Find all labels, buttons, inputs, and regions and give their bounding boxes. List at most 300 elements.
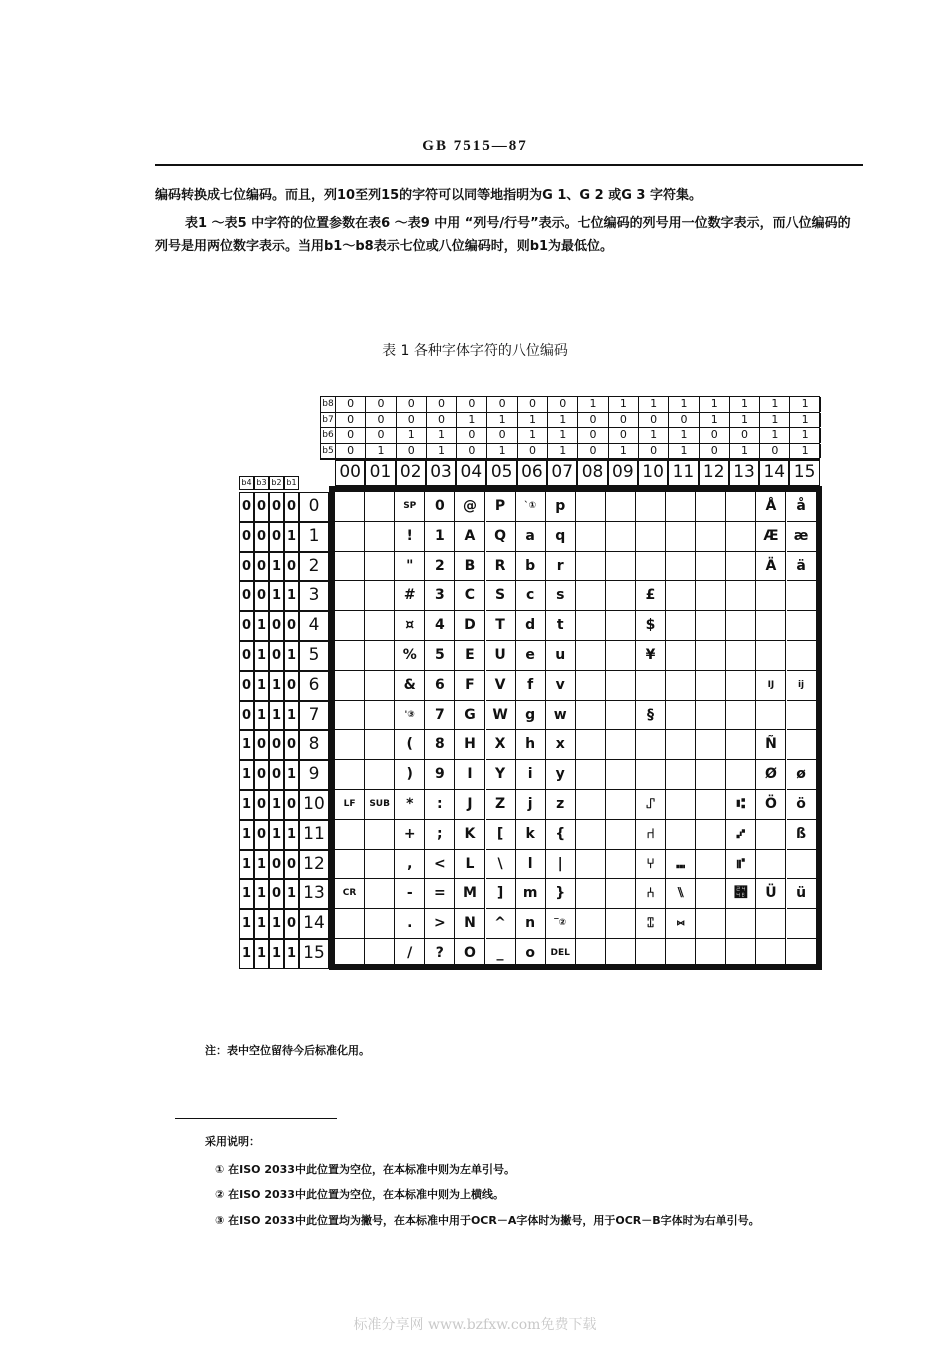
row-bit: 0: [254, 552, 269, 582]
footnote-2: ② 在ISO 2033中此位置为空位，在本标准中则为上横线。: [215, 1188, 504, 1201]
char-cell: [726, 552, 756, 582]
bit-label: b7: [321, 413, 336, 428]
char-cell: [365, 939, 395, 969]
row-header: [239, 522, 329, 552]
char-cell: W: [486, 701, 516, 731]
row-number: 1: [299, 522, 329, 552]
row-number: 2: [299, 552, 329, 582]
char-cell: [576, 939, 606, 969]
char-cell: i: [516, 760, 546, 790]
char-cell: [666, 939, 696, 969]
char-cell: [787, 611, 817, 641]
char-cell: [696, 760, 726, 790]
char-cell: [606, 820, 636, 850]
row-bit: 1: [239, 850, 254, 880]
char-cell: ij: [787, 671, 817, 701]
char-cell: [576, 790, 606, 820]
row-bit: 1: [269, 701, 284, 731]
char-cell: [696, 611, 726, 641]
char-cell: [606, 730, 636, 760]
char-cell: f: [516, 671, 546, 701]
char-cell: [365, 730, 395, 760]
bit-cell: 1: [791, 444, 821, 459]
row-header: [239, 939, 329, 969]
char-cell: [696, 522, 726, 552]
char-cell: [365, 492, 395, 522]
row-number: 3: [299, 581, 329, 611]
char-cell: b: [516, 552, 546, 582]
char-cell: 5: [425, 641, 455, 671]
row-bit-label: b2: [269, 476, 284, 490]
bit-cell: 0: [578, 444, 608, 459]
char-cell: [335, 552, 365, 582]
bit-cell: 0: [397, 397, 427, 412]
row-bit: 0: [239, 492, 254, 522]
footnote-rule: [175, 1118, 337, 1119]
char-cell: ß: [787, 820, 817, 850]
char-cell: H: [455, 730, 485, 760]
char-cell: [696, 909, 726, 939]
row-bit: 1: [284, 939, 299, 969]
char-cell: [726, 492, 756, 522]
char-cell: @: [455, 492, 485, 522]
row-bit: 1: [269, 790, 284, 820]
char-cell: J: [455, 790, 485, 820]
bit-row: [321, 428, 819, 444]
char-cell: [666, 581, 696, 611]
char-cell: [576, 850, 606, 880]
char-cell: 7: [425, 701, 455, 731]
char-cell: 2: [425, 552, 455, 582]
char-cell: C: [455, 581, 485, 611]
row-header: [239, 641, 329, 671]
char-cell: [696, 552, 726, 582]
bit-cell: 1: [760, 428, 790, 443]
bit-cell: 0: [457, 397, 487, 412]
char-cell: [606, 552, 636, 582]
char-cell: 4: [425, 611, 455, 641]
char-cell: q: [546, 522, 576, 552]
bit-cell: 0: [397, 444, 427, 459]
row-bit: 1: [269, 939, 284, 969]
char-cell: [696, 820, 726, 850]
char-cell: [756, 611, 786, 641]
bit-cell: 0: [336, 397, 366, 412]
column-number: 13: [729, 460, 759, 486]
char-cell: [726, 701, 756, 731]
char-cell: [666, 790, 696, 820]
char-cell: [696, 671, 726, 701]
row-bit: 0: [269, 611, 284, 641]
char-cell: [726, 730, 756, 760]
footnote-title: 采用说明：: [205, 1135, 260, 1148]
char-cell: [696, 730, 726, 760]
char-cell: [576, 492, 606, 522]
bit-cell: 1: [488, 444, 518, 459]
row-bit: 1: [284, 879, 299, 909]
bit-cell: 0: [639, 444, 669, 459]
row-bit-labels: [239, 476, 299, 490]
column-number: 14: [759, 460, 789, 486]
char-cell: 1: [425, 522, 455, 552]
row-bit: 0: [254, 790, 269, 820]
char-cell: [606, 641, 636, 671]
char-cell: [636, 492, 666, 522]
char-cell: c: [516, 581, 546, 611]
char-cell: g: [516, 701, 546, 731]
row-number: 13: [299, 879, 329, 909]
row-bit: 1: [239, 790, 254, 820]
char-cell: y: [546, 760, 576, 790]
bit-cell: 1: [669, 397, 699, 412]
char-cell: 0: [425, 492, 455, 522]
column-number: 02: [396, 460, 426, 486]
row-bit: 0: [284, 552, 299, 582]
bit-cell: 1: [791, 428, 821, 443]
char-cell: r: [546, 552, 576, 582]
char-cell: ¥: [636, 641, 666, 671]
char-cell: [787, 701, 817, 731]
row-bit: 0: [269, 492, 284, 522]
char-cell: :: [425, 790, 455, 820]
char-cell: å: [787, 492, 817, 522]
char-cell: LF: [335, 790, 365, 820]
char-cell: [787, 939, 817, 969]
char-cell: x: [546, 730, 576, 760]
char-cell: [576, 730, 606, 760]
bit-cell: 1: [669, 428, 699, 443]
char-cell: [756, 850, 786, 880]
watermark: 标准分享网 www.bzfxw.com免费下载: [353, 1317, 597, 1333]
row-bit: 0: [269, 522, 284, 552]
bit-cell: 0: [427, 413, 457, 428]
bit-cell: 1: [730, 444, 760, 459]
char-cell: [636, 939, 666, 969]
bit-cell: 1: [609, 444, 639, 459]
row-number: 14: [299, 909, 329, 939]
bit-cell: 0: [700, 428, 730, 443]
bit-cell: 1: [548, 413, 578, 428]
char-cell: U: [486, 641, 516, 671]
column-bit-header: [320, 396, 820, 460]
char-cell: [365, 581, 395, 611]
table-note: 注：表中空位留待今后标准化用。: [205, 1044, 370, 1057]
char-cell: 8: [425, 730, 455, 760]
row-bit: 0: [269, 879, 284, 909]
char-cell: ⑁: [636, 820, 666, 850]
char-cell: E: [455, 641, 485, 671]
char-cell: &: [395, 671, 425, 701]
char-cell: [696, 850, 726, 880]
header-rule: [155, 164, 863, 166]
char-cell: [335, 701, 365, 731]
char-cell: [787, 641, 817, 671]
bit-cell: 0: [336, 428, 366, 443]
bit-label: b6: [321, 428, 336, 443]
char-cell: V: [486, 671, 516, 701]
row-number: 6: [299, 671, 329, 701]
char-cell: [335, 909, 365, 939]
char-cell: [606, 701, 636, 731]
row-number: 10: [299, 790, 329, 820]
char-cell: [726, 641, 756, 671]
char-cell: 3: [425, 581, 455, 611]
column-number: 07: [547, 460, 577, 486]
bit-cell: 0: [609, 413, 639, 428]
char-cell: [726, 611, 756, 641]
row-bit: 1: [254, 701, 269, 731]
row-bit: 0: [254, 492, 269, 522]
row-bit: 1: [284, 522, 299, 552]
char-cell: [365, 879, 395, 909]
char-cell: T: [486, 611, 516, 641]
char-cell: [576, 581, 606, 611]
char-cell: Ü: [756, 879, 786, 909]
char-cell: [666, 611, 696, 641]
char-cell: (: [395, 730, 425, 760]
char-cell: [696, 641, 726, 671]
char-cell: F: [455, 671, 485, 701]
char-cell: [365, 820, 395, 850]
char-cell: [576, 671, 606, 701]
char-cell: [606, 492, 636, 522]
bit-cell: 0: [366, 428, 396, 443]
row-header: [239, 820, 329, 850]
bit-cell: 1: [427, 428, 457, 443]
char-cell: X: [486, 730, 516, 760]
char-cell: ⑄: [636, 909, 666, 939]
row-bit: 1: [254, 611, 269, 641]
char-cell: [365, 611, 395, 641]
row-bit: 0: [239, 611, 254, 641]
char-cell: [756, 909, 786, 939]
row-bit: 1: [254, 909, 269, 939]
bit-cell: 0: [397, 413, 427, 428]
row-bit: 1: [284, 581, 299, 611]
row-bit: 1: [239, 730, 254, 760]
char-cell: [335, 522, 365, 552]
char-cell: IJ: [756, 671, 786, 701]
char-cell: R: [486, 552, 516, 582]
row-header: [239, 790, 329, 820]
char-cell: m: [516, 879, 546, 909]
char-cell: \: [486, 850, 516, 880]
column-number: 12: [699, 460, 729, 486]
char-cell: Ñ: [756, 730, 786, 760]
row-header: [239, 581, 329, 611]
bit-cell: 1: [518, 413, 548, 428]
char-cell: [666, 552, 696, 582]
char-cell: O: [455, 939, 485, 969]
row-bit: 0: [239, 522, 254, 552]
char-cell: ø: [787, 760, 817, 790]
char-cell: £: [636, 581, 666, 611]
bit-cell: 1: [639, 397, 669, 412]
row-bit: 0: [254, 581, 269, 611]
bit-cell: 1: [700, 413, 730, 428]
char-cell: [576, 879, 606, 909]
bit-row: [321, 444, 819, 460]
row-number: 0: [299, 492, 329, 522]
char-cell: [335, 730, 365, 760]
column-number: 01: [365, 460, 395, 486]
char-cell: ⑇: [726, 820, 756, 850]
footnote-1: ① 在ISO 2033中此位置为空位，在本标准中则为左单引号。: [215, 1163, 515, 1176]
row-bit: 0: [284, 611, 299, 641]
column-number: 08: [577, 460, 607, 486]
char-cell: ö: [787, 790, 817, 820]
bit-label: b8: [321, 397, 336, 412]
row-bit: 1: [269, 581, 284, 611]
char-cell: I: [455, 760, 485, 790]
column-number: 09: [608, 460, 638, 486]
standard-number-header: GB 7515—87: [422, 138, 528, 154]
row-header: [239, 730, 329, 760]
char-cell: p: [546, 492, 576, 522]
char-cell: .: [395, 909, 425, 939]
char-cell: ^: [486, 909, 516, 939]
char-cell: ⑃: [636, 879, 666, 909]
row-bit-label: b3: [254, 476, 269, 490]
char-cell: Ø: [756, 760, 786, 790]
char-cell: [666, 701, 696, 731]
char-cell: n: [516, 909, 546, 939]
bit-cell: 0: [548, 397, 578, 412]
bit-cell: 1: [457, 413, 487, 428]
row-bit: 1: [284, 641, 299, 671]
row-number: 5: [299, 641, 329, 671]
bit-cell: 1: [730, 413, 760, 428]
bit-cell: 0: [639, 413, 669, 428]
char-cell: ⑅: [666, 909, 696, 939]
char-cell: [606, 939, 636, 969]
row-bit: 1: [284, 820, 299, 850]
bit-cell: 1: [669, 444, 699, 459]
char-cell: l: [516, 850, 546, 880]
char-cell: [666, 760, 696, 790]
bit-cell: 0: [457, 444, 487, 459]
char-cell: %: [395, 641, 425, 671]
row-header: [239, 701, 329, 731]
bit-cell: 1: [609, 397, 639, 412]
char-cell: [365, 850, 395, 880]
row-bit: 0: [254, 730, 269, 760]
bit-cell: 0: [578, 428, 608, 443]
char-cell: [636, 522, 666, 552]
row-bit: 1: [269, 820, 284, 850]
table-caption: 表 1 各种字体字符的八位编码: [382, 343, 568, 359]
char-cell: A: [455, 522, 485, 552]
row-bit: 1: [269, 552, 284, 582]
char-cell: [666, 641, 696, 671]
char-cell: [787, 850, 817, 880]
char-cell: ⑈: [726, 850, 756, 880]
row-bit: 1: [254, 641, 269, 671]
bit-cell: 0: [457, 428, 487, 443]
char-cell: D: [455, 611, 485, 641]
char-cell: K: [455, 820, 485, 850]
row-bit: 1: [269, 909, 284, 939]
row-bit: 0: [269, 760, 284, 790]
character-table: [329, 486, 822, 970]
char-cell: [726, 939, 756, 969]
char-cell: [335, 760, 365, 790]
char-cell: [365, 522, 395, 552]
char-cell: SUB: [365, 790, 395, 820]
bit-cell: 0: [730, 428, 760, 443]
char-cell: N: [455, 909, 485, 939]
row-bit: 1: [239, 760, 254, 790]
char-cell: S: [486, 581, 516, 611]
char-cell: -: [395, 879, 425, 909]
bit-cell: 0: [366, 397, 396, 412]
char-cell: [576, 820, 606, 850]
bit-cell: 0: [609, 428, 639, 443]
char-cell: [666, 730, 696, 760]
row-header: [239, 552, 329, 582]
row-header: [239, 879, 329, 909]
column-number: 15: [789, 460, 819, 486]
char-cell: [335, 939, 365, 969]
char-cell: Æ: [756, 522, 786, 552]
char-cell: [365, 760, 395, 790]
bit-row: [321, 413, 819, 429]
paragraph-2: 表1 ～表5 中字符的位置参数在表6 ～表9 中用 “列号/行号”表示。七位编码的列号用一位数字表示，而八位编码的列号是用两位数字表示。当用b1～b8表示七位或八位编码时，则b1为最低位。: [155, 216, 851, 254]
char-cell: [335, 492, 365, 522]
char-cell: o: [516, 939, 546, 969]
char-cell: [365, 701, 395, 731]
row-bit: 0: [239, 671, 254, 701]
char-cell: [756, 641, 786, 671]
row-bit: 1: [254, 879, 269, 909]
char-cell: ‾②: [546, 909, 576, 939]
column-number: 10: [638, 460, 668, 486]
char-cell: [726, 581, 756, 611]
char-cell: [787, 909, 817, 939]
char-cell: t: [546, 611, 576, 641]
row-bit-label: b1: [284, 476, 299, 490]
char-cell: [696, 581, 726, 611]
char-cell: [576, 701, 606, 731]
row-header: [239, 760, 329, 790]
char-cell: d: [516, 611, 546, 641]
char-cell: Y: [486, 760, 516, 790]
column-numbers: [335, 460, 820, 486]
char-cell: ?: [425, 939, 455, 969]
row-number: 12: [299, 850, 329, 880]
char-cell: [606, 581, 636, 611]
char-cell: Ä: [756, 552, 786, 582]
char-cell: L: [455, 850, 485, 880]
bit-cell: 0: [700, 444, 730, 459]
row-header: [239, 850, 329, 880]
char-cell: Z: [486, 790, 516, 820]
char-cell: ä: [787, 552, 817, 582]
char-cell: [606, 671, 636, 701]
bit-cell: 0: [427, 397, 457, 412]
row-bit: 0: [269, 641, 284, 671]
bit-cell: 1: [427, 444, 457, 459]
char-cell: [696, 492, 726, 522]
char-cell: [756, 820, 786, 850]
footnote-3: ③ 在ISO 2033中此位置均为撇号，在本标准中用于OCR－A字体时为撇号，用于OCR－B字体时为右单引号。: [215, 1214, 760, 1227]
char-cell: /: [395, 939, 425, 969]
column-number: 05: [486, 460, 516, 486]
column-number: 03: [426, 460, 456, 486]
char-cell: |: [546, 850, 576, 880]
char-cell: [696, 790, 726, 820]
row-bit: 0: [239, 581, 254, 611]
